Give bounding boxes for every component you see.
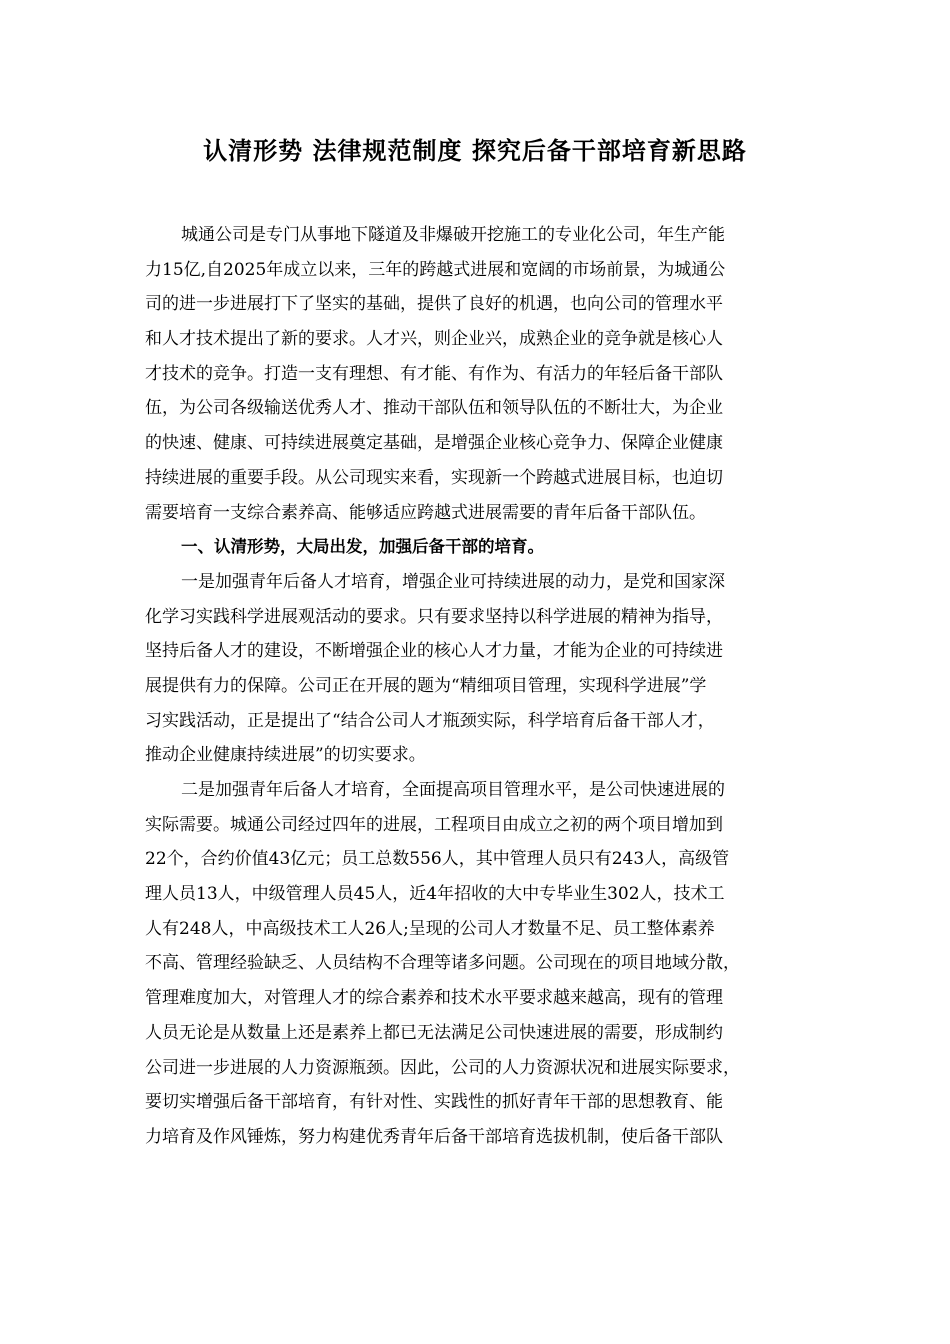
section-heading: 一、认清形势，大局出发，加强后备干部的培育。 [181,537,544,557]
paragraph-line: 需要培育一支综合素养高、能够适应跨越式进展需要的青年后备干部队伍。 [145,502,706,523]
paragraph-line: 二是加强青年后备人才培育，全面提高项目管理水平，是公司快速进展的 [181,780,725,800]
paragraph-line: 城通公司是专门从事地下隧道及非爆破开挖施工的专业化公司，年生产能 [181,225,725,245]
paragraph-line: 的快速、健康、可持续进展奠定基础，是增强企业核心竞争力、保障企业健康 [145,433,723,454]
paragraph-line: 司的进一步进展打下了坚实的基础，提供了良好的机遇，也向公司的管理水平 [145,294,723,315]
paragraph-line: 人有248人，中高级技术工人26人;呈现的公司人才数量不足、员工整体素养 [145,918,715,939]
paragraph-line: 22个，合约价值43亿元；员工总数556人，其中管理人员只有243人，高级管 [145,849,730,870]
paragraph-line: 习实践活动，正是提出了“结合公司人才瓶颈实际，科学培育后备干部人才， [145,710,715,731]
paragraph-line: 力培育及作风锤炼，努力构建优秀青年后备干部培育选拔机制，使后备干部队 [145,1126,723,1147]
paragraph-line: 坚持后备人才的建设，不断增强企业的核心人才力量，才能为企业的可持续进 [145,641,723,662]
paragraph-line: 展提供有力的保障。公司正在开展的题为“精细项目管理，实现科学进展”学 [145,675,707,696]
paragraph-line: 管理难度加大，对管理人才的综合素养和技术水平要求越来越高，现有的管理 [145,988,723,1009]
paragraph-line: 理人员13人，中级管理人员45人，近4年招收的大中专毕业生302人，技术工 [145,884,725,905]
paragraph-line: 持续进展的重要手段。从公司现实来看，实现新一个跨越式进展目标，也迫切 [145,467,723,488]
paragraph-line: 和人才技术提出了新的要求。人才兴，则企业兴，成熟企业的竞争就是核心人 [145,329,723,350]
paragraph-line: 才技术的竞争。打造一支有理想、有才能、有作为、有活力的年轻后备干部队 [145,363,723,384]
document-body [145,218,825,1155]
paragraph-line: 力15亿,自2025年成立以来，三年的跨越式进展和宽阔的市场前景，为城通公 [145,259,726,280]
paragraph-line: 一是加强青年后备人才培育，增强企业可持续进展的动力，是党和国家深 [181,571,725,592]
paragraph-line: 公司进一步进展的人力资源瓶颈。因此，公司的人力资源状况和进展实际要求， [145,1057,740,1078]
paragraph-line: 推动企业健康持续进展”的切实要求。 [145,745,426,766]
paragraph-line: 化学习实践科学进展观活动的要求。只有要求坚持以科学进展的精神为指导， [145,606,723,627]
paragraph-line: 不高、管理经验缺乏、人员结构不合理等诸多问题。公司现在的项目地域分散， [145,953,740,974]
paragraph-line: 伍，为公司各级输送优秀人才、推动干部队伍和领导队伍的不断壮大，为企业 [145,398,723,419]
paragraph-line: 要切实增强后备干部培育，有针对性、实践性的抓好青年干部的思想教育、能 [145,1092,723,1113]
paragraph-line: 人员无论是从数量上还是素养上都已无法满足公司快速进展的需要，形成制约 [145,1022,723,1043]
document-title: 认清形势 法律规范制度 探究后备干部培育新思路 [203,137,747,165]
paragraph-line: 实际需要。城通公司经过四年的进展，工程项目由成立之初的两个项目增加到 [145,814,723,835]
